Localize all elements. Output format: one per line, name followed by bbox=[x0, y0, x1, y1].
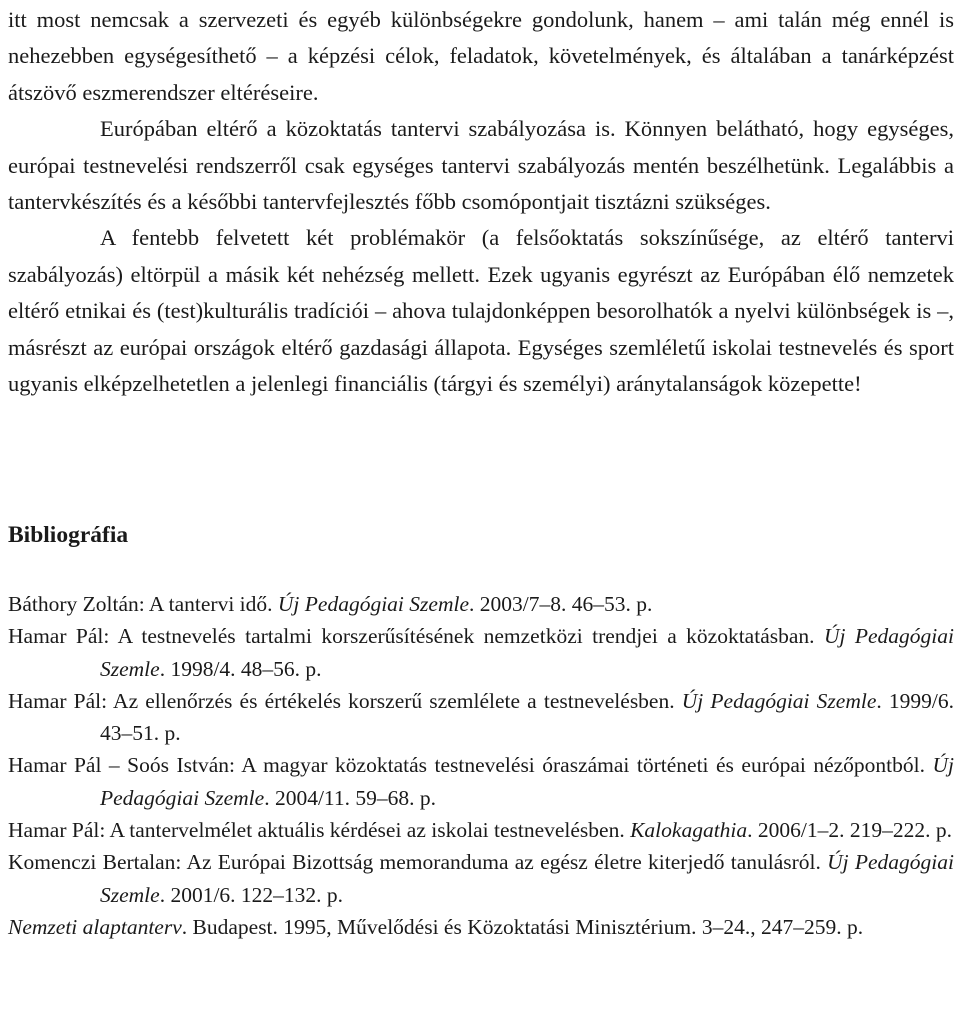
bibliography-entry: Komenczi Bertalan: Az Európai Bizottság memoranduma az egész életre kiterjedő tanulásról. Új Pedagógiai Szemle. 2001/6. 122–132. p. bbox=[8, 850, 954, 907]
bibliography-list bbox=[8, 588, 954, 943]
bibliography-entry: Hamar Pál: A tantervelmélet aktuális kérdései az iskolai testnevelésben. Kalokagathia. 2006/1–2. 219–222. p. bbox=[8, 818, 953, 843]
bibliography-heading: Bibliográfia bbox=[8, 522, 129, 548]
paragraph-2: Európában eltérő a közoktatás tantervi szabályozása is. Könnyen belátható, hogy egységes, európai testnevelési rendszerről csak egységes tantervi szabályozás mentén beszélhetünk. Legalábbis a tantervkészítés és a későbbi tantervfejlesztés főbb csomópontjait tisztázni szükséges. bbox=[8, 116, 954, 215]
bibliography-entry: Hamar Pál – Soós István: A magyar közoktatás testnevelési óraszámai történeti és európai nézőpontból. Új Pedagógiai Szemle. 2004/11. 59–68. p. bbox=[8, 753, 954, 810]
paragraph-1: itt most nemcsak a szervezeti és egyéb különbségekre gondolunk, hanem – ami talán még ennél is nehezebben egységesíthető – a képzési célok, feladatok, követelmények, és általában a tanárképzést átszövő eszmerendszer eltéréseire. bbox=[8, 7, 954, 105]
body-text bbox=[8, 0, 954, 402]
document-page bbox=[8, 0, 954, 939]
bibliography-entry: Hamar Pál: A testnevelés tartalmi korszerűsítésének nemzetközi trendjei a közoktatásban. Új Pedagógiai Szemle. 1998/4. 48–56. p. bbox=[8, 624, 954, 681]
paragraph-3: A fentebb felvetett két problémakör (a felsőoktatás sokszínűsége, az eltérő tantervi szabályozás) eltörpül a másik két nehézség mellett. Ezek ugyanis egyrészt az Európában élő nemzetek eltérő etnikai és (test)kulturális tradíciói – ahova tulajdonképpen besorolhatók a nyelvi különbségek is –, másrészt az európai országok eltérő gazdasági állapota. Egységes szemléletű iskolai testnevelés és sport ugyanis elképzelhetetlen a jelenlegi financiális (tárgyi és személyi) aránytalanságok közepette! bbox=[8, 225, 954, 397]
bibliography-entry: Báthory Zoltán: A tantervi idő. Új Pedagógiai Szemle. 2003/7–8. 46–53. p. bbox=[8, 592, 653, 616]
bibliography-entry: Hamar Pál: Az ellenőrzés és értékelés korszerű szemlélete a testnevelésben. Új Pedagógiai Szemle. 1999/6. 43–51. p. bbox=[8, 688, 954, 746]
bibliography-entry: Nemzeti alaptanterv. Budapest. 1995, Művelődési és Közoktatási Minisztérium. 3–24., 247–259. p. bbox=[8, 914, 864, 939]
